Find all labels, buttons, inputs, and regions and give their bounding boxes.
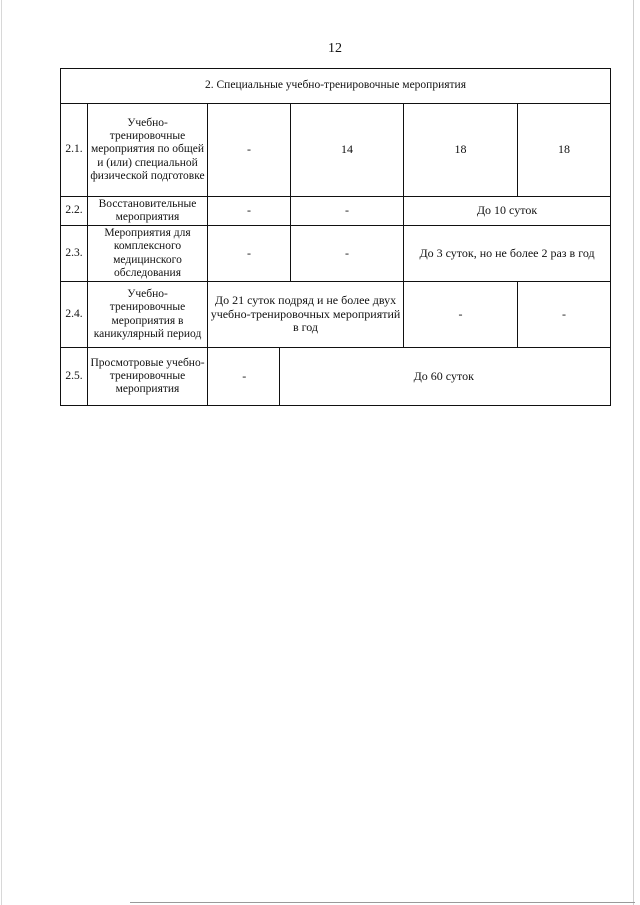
table-row [61,348,611,406]
table-row [61,104,611,197]
table-row [61,197,611,226]
row-value: - [291,197,404,226]
table-row [61,226,611,282]
row-event-name: Просмотровые учебно-тренировочные мероприятия [88,348,208,406]
row-number: 2.3. [61,226,88,282]
table-row [61,282,611,348]
table-section-header-row [61,69,611,104]
row-values-subtable [210,348,608,405]
row-number: 2.4. [61,282,88,348]
page-edge-right [633,0,634,905]
row-value-merged: До 3 суток, но не более 2 раз в год [404,226,611,282]
row-value: - [518,282,611,348]
row-event-name: Восстановительные мероприятия [88,197,208,226]
row-event-name: Учебно-тренировочные мероприятия по общей и (или) специальной физической подготовке [88,104,208,197]
row-value-merged: До 21 суток подряд и не более двух учебно-тренировочных мероприятий в год [208,282,404,348]
page-edge-left [1,0,2,905]
row-values-group [208,348,611,406]
row-value: - [208,226,291,282]
training-events-table [60,68,611,406]
row-value: 14 [291,104,404,197]
row-value: - [404,282,518,348]
row-value: - [208,104,291,197]
page-edge-bottom [130,902,635,903]
row-value: 18 [518,104,611,197]
row-value-merged: До 60 суток [279,348,608,405]
row-value: - [242,368,247,383]
row-value: 18 [404,104,518,197]
row-number: 2.1. [61,104,88,197]
row-event-name: Учебно-тренировочные мероприятия в каникулярный период [88,282,208,348]
row-value: - [291,226,404,282]
row-value: - [208,197,291,226]
page-number: 12 [328,41,342,56]
row-number: 2.5. [61,348,88,406]
row-event-name: Мероприятия для комплексного медицинского обследования [88,226,208,282]
row-value-merged: До 10 суток [404,197,611,226]
section-header: 2. Специальные учебно-тренировочные мероприятия [61,69,611,104]
row-number: 2.2. [61,197,88,226]
